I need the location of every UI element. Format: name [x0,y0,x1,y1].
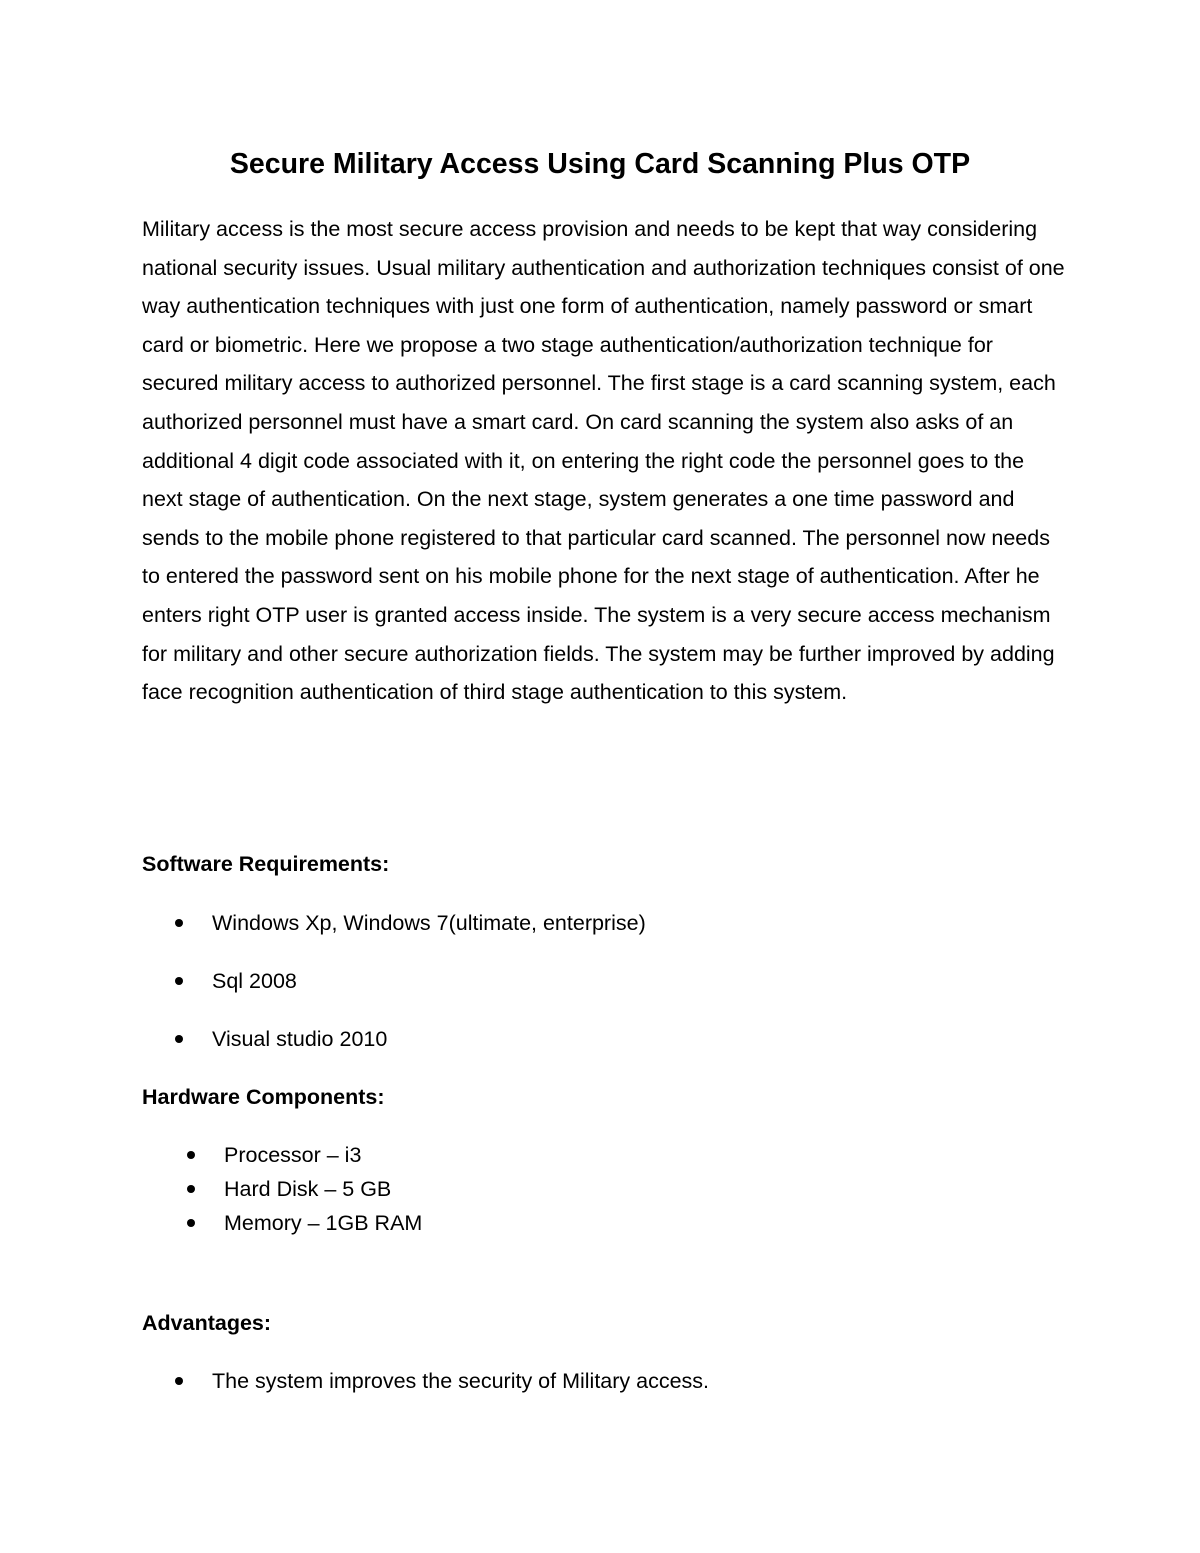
bullet-icon [187,1219,195,1227]
list-item [142,962,646,1020]
list-item [142,904,646,962]
list-item [142,1206,422,1240]
bullet-icon [175,1035,183,1043]
list-item [142,1138,422,1172]
list-item-text: Sql 2008 [212,969,297,993]
hardware-components-heading: Hardware Components: [142,1085,385,1109]
list-item-text: Hard Disk – 5 GB [224,1177,392,1201]
bullet-icon [175,1377,183,1385]
advantages-heading: Advantages: [142,1311,272,1335]
list-item [142,1172,422,1206]
software-requirements-list [142,904,646,1078]
list-item [142,1362,709,1420]
list-item-text: Processor – i3 [224,1143,362,1167]
hardware-components-list [142,1138,422,1240]
list-item-text: The system improves the security of Military access. [212,1369,710,1393]
bullet-icon [175,977,183,985]
bullet-icon [175,919,183,927]
bullet-icon [187,1151,195,1159]
list-item-text: Visual studio 2010 [212,1027,388,1051]
bullet-icon [187,1185,195,1193]
advantages-list [142,1362,709,1420]
list-item [142,1020,646,1078]
list-item-text: Memory – 1GB RAM [224,1211,423,1235]
list-item-text: Windows Xp, Windows 7(ultimate, enterprise) [212,911,646,935]
document-title: Secure Military Access Using Card Scanning Plus OTP [229,148,971,180]
intro-paragraph: Military access is the most secure access provision and needs to be kept that way considering national security issues. Usual military authentication and authorization techniques consist of one way authentication techniques with just one form of authentication, namely password or smart card or biometric. Here we propose a two stage authentication/authorization technique for secured military access to authorized personnel. The first stage is a card scanning system, each authorized personnel must have a smart card. On card scanning the system also asks of an additional 4 digit code associated with it, on entering the right code the personnel goes to the next stage of authentication. On the next stage, system generates a one time password and sends to the mobile phone registered to that particular card scanned. The personnel now needs to entered the password sent on his mobile phone for the next stage of authentication. After he enters right OTP user is granted access inside. The system is a very secure access mechanism for military and other secure authorization fields. The system may be further improved by adding face recognition authentication of third stage authentication to this system. [142,217,1065,705]
software-requirements-heading: Software Requirements: [142,852,390,876]
